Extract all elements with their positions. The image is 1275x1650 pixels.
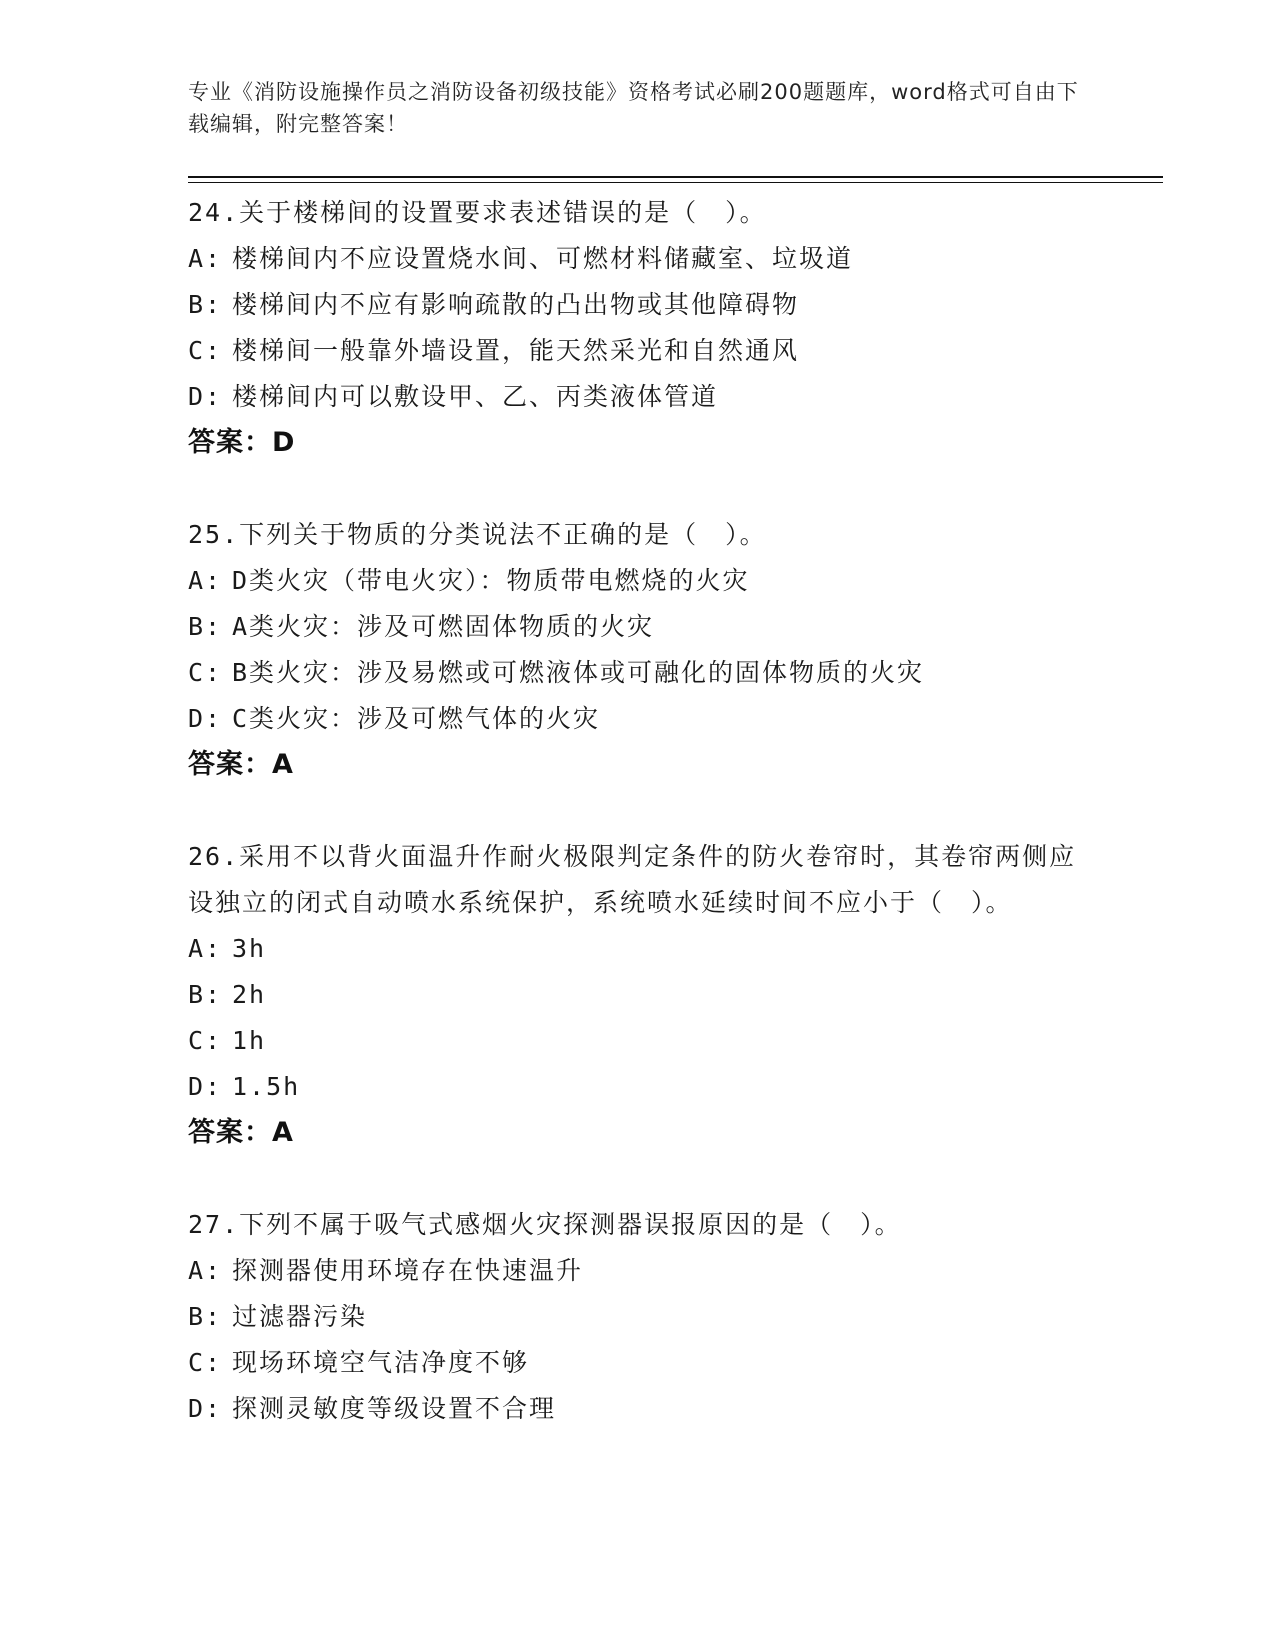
option-text: A类火灾：涉及可燃固体物质的火灾 bbox=[232, 612, 655, 641]
option-d bbox=[188, 1064, 1088, 1110]
option-d bbox=[188, 696, 1088, 742]
option-a bbox=[188, 236, 1088, 282]
document-header: 专业《消防设施操作员之消防设备初级技能》资格考试必刷200题题库，word格式可自由下载编辑，附完整答案！ bbox=[188, 80, 1079, 136]
option-letter: C: bbox=[188, 658, 223, 687]
option-text: 探测器使用环境存在快速温升 bbox=[232, 1256, 584, 1285]
option-c bbox=[188, 1340, 1088, 1386]
option-c bbox=[188, 328, 1088, 374]
option-letter: A: bbox=[188, 1256, 223, 1285]
option-letter: D: bbox=[188, 382, 223, 411]
option-text: 1h bbox=[232, 1026, 267, 1055]
option-b bbox=[188, 972, 1088, 1018]
question-list bbox=[188, 190, 1088, 1478]
option-a bbox=[188, 926, 1088, 972]
answer-label: 答案：A bbox=[188, 749, 294, 780]
question-stem: 26.采用不以背火面温升作耐火极限判定条件的防火卷帘时，其卷帘两侧应设独立的闭式自动喷水系统保护，系统喷水延续时间不应小于（ ）。 bbox=[188, 842, 1077, 917]
header-rule-thin bbox=[188, 182, 1163, 183]
option-text: C类火灾：涉及可燃气体的火灾 bbox=[232, 704, 601, 733]
option-letter: A: bbox=[188, 566, 223, 595]
option-letter: B: bbox=[188, 980, 223, 1009]
option-c bbox=[188, 650, 1088, 696]
option-letter: B: bbox=[188, 612, 223, 641]
option-letter: C: bbox=[188, 1348, 223, 1377]
option-c bbox=[188, 1018, 1088, 1064]
option-text: 楼梯间内不应有影响疏散的凸出物或其他障碍物 bbox=[232, 290, 800, 319]
option-text: B类火灾：涉及易燃或可燃液体或可融化的固体物质的火灾 bbox=[232, 658, 925, 687]
answer-label: 答案：A bbox=[188, 1117, 294, 1148]
option-text: 现场环境空气洁净度不够 bbox=[232, 1348, 530, 1377]
option-text: 过滤器污染 bbox=[232, 1302, 368, 1331]
option-d bbox=[188, 374, 1088, 420]
option-letter: C: bbox=[188, 1026, 223, 1055]
answer-label: 答案：D bbox=[188, 427, 296, 458]
question-stem: 24.关于楼梯间的设置要求表述错误的是（ ）。 bbox=[188, 198, 767, 227]
option-letter: D: bbox=[188, 704, 223, 733]
option-letter: D: bbox=[188, 1394, 223, 1423]
option-letter: D: bbox=[188, 1072, 223, 1101]
question-24 bbox=[188, 190, 1088, 466]
option-text: 探测灵敏度等级设置不合理 bbox=[232, 1394, 557, 1423]
option-letter: B: bbox=[188, 1302, 223, 1331]
option-text: 3h bbox=[232, 934, 267, 963]
option-a bbox=[188, 558, 1088, 604]
option-text: 2h bbox=[232, 980, 267, 1009]
question-26 bbox=[188, 834, 1088, 1156]
option-text: D类火灾（带电火灾）：物质带电燃烧的火灾 bbox=[232, 566, 750, 595]
option-b bbox=[188, 1294, 1088, 1340]
option-text: 楼梯间一般靠外墙设置，能天然采光和自然通风 bbox=[232, 336, 800, 365]
option-b bbox=[188, 604, 1088, 650]
option-text: 1.5h bbox=[232, 1072, 301, 1101]
option-letter: A: bbox=[188, 244, 223, 273]
option-d bbox=[188, 1386, 1088, 1432]
option-b bbox=[188, 282, 1088, 328]
option-letter: A: bbox=[188, 934, 223, 963]
header-rule-thick bbox=[188, 176, 1163, 178]
option-text: 楼梯间内可以敷设甲、乙、丙类液体管道 bbox=[232, 382, 719, 411]
option-text: 楼梯间内不应设置烧水间、可燃材料储藏室、垃圾道 bbox=[232, 244, 854, 273]
option-letter: B: bbox=[188, 290, 223, 319]
question-stem: 27.下列不属于吸气式感烟火灾探测器误报原因的是（ ）。 bbox=[188, 1210, 902, 1239]
question-stem: 25.下列关于物质的分类说法不正确的是（ ）。 bbox=[188, 520, 767, 549]
question-27 bbox=[188, 1202, 1088, 1432]
option-a bbox=[188, 1248, 1088, 1294]
option-letter: C: bbox=[188, 336, 223, 365]
question-25 bbox=[188, 512, 1088, 788]
